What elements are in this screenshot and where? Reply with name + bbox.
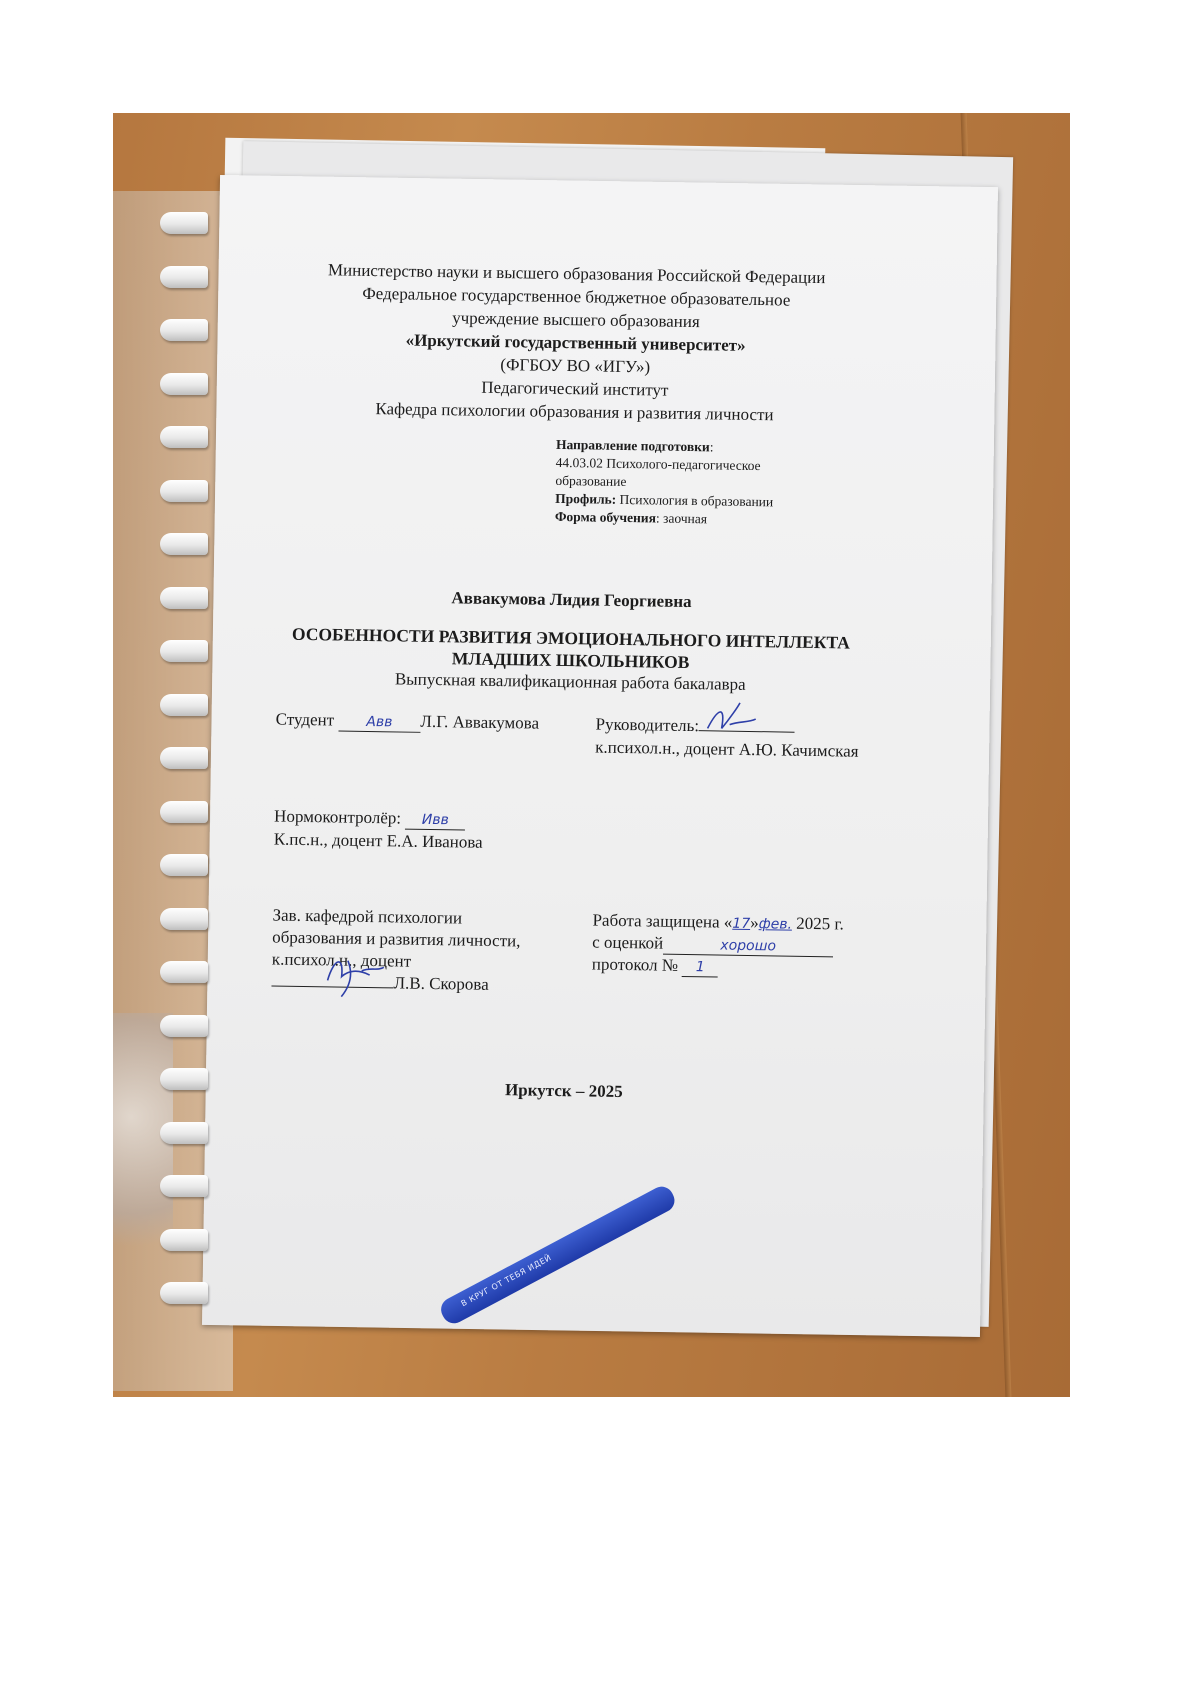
student-name: Л.Г. Аввакумова [420,711,540,733]
direction-label-line [556,437,714,455]
protocol-line [592,955,719,978]
student-signature-line [338,711,420,733]
head-line1: Зав. кафедрой психологии [272,905,463,928]
form-value: : заочная [655,510,708,527]
page-margin-bottom [0,1397,1183,1684]
defense-mid: » [750,913,759,933]
grade-value: хорошо [720,937,777,955]
defense-month: фев. [758,916,793,933]
direction-label: Направление подготовки [555,436,710,455]
supervisor-details: к.психол.н., доцент А.Ю. Качимская [595,737,859,761]
institute-name: Педагогический институт [481,377,669,400]
university-name: «Иркутский государственный университет» [405,330,746,355]
form-label: Форма обучения [554,508,657,526]
defense-line [592,911,844,935]
student-signature: Авв [366,713,393,731]
supervisor-label: Руководитель: [595,714,700,736]
profile-label: Профиль: [555,490,617,507]
defense-year: 2025 г. [796,913,844,934]
defense-prefix: Работа защищена « [592,910,733,932]
institution-line: Федеральное государственное бюджетное образовательное [362,283,791,310]
direction-value-2: образование [555,472,627,490]
thesis-title-line1: ОСОБЕННОСТИ РАЗВИТИЯ ЭМОЦИОНАЛЬНОГО ИНТЕЛЛЕКТА [291,623,851,653]
normcontrol-line [274,807,465,831]
grade-label: с оценкой [592,932,664,953]
normcontrol-label: Нормоконтролёр: [273,806,402,828]
head-signature [317,940,390,1001]
profile-line [555,491,773,510]
normcontrol-signature: Ивв [421,811,449,829]
supervisor-line [595,715,795,738]
department-name: Кафедра психологии образования и развития личности [375,399,774,425]
normcontrol-signature-line [405,809,465,831]
normcontrol-details: К.пс.н., доцент Е.А. Иванова [273,829,483,852]
author-name: Аввакумова Лидия Георгиевна [451,588,692,612]
head-line2: образования и развития личности, [272,927,521,951]
protocol-underline [682,956,718,978]
head-name: Л.В. Скорова [393,973,489,994]
grade-line [592,933,833,958]
institution-line-2: учреждение высшего образования [452,308,700,332]
direction-colon: : [709,439,714,455]
defense-day: 17 [732,915,751,933]
university-abbr: (ФГБОУ ВО «ИГУ») [500,355,651,377]
supervisor-signature [699,698,764,741]
protocol-label: протокол № [591,954,679,975]
city-year: Иркутск – 2025 [504,1080,623,1102]
profile-value: Психология в образовании [619,491,774,510]
form-line [555,509,707,527]
ministry-line: Министерство науки и высшего образования Российской Федерации [327,260,826,288]
protocol-value: 1 [695,959,705,976]
pen-print: В КРУГ ОТ ТЕБЯ ИДЕЙ [459,1253,553,1309]
student-line [275,710,539,735]
work-type: Выпускная квалификационная работа бакалавра [394,669,746,694]
thesis-title-line2: МЛАДШИХ ШКОЛЬНИКОВ [451,648,690,673]
student-label: Студент [275,709,335,730]
direction-value: 44.03.02 Психолого-педагогическое [555,454,761,474]
grade-underline [663,934,833,958]
head-line3: к.психол.н., доцент [271,949,412,971]
